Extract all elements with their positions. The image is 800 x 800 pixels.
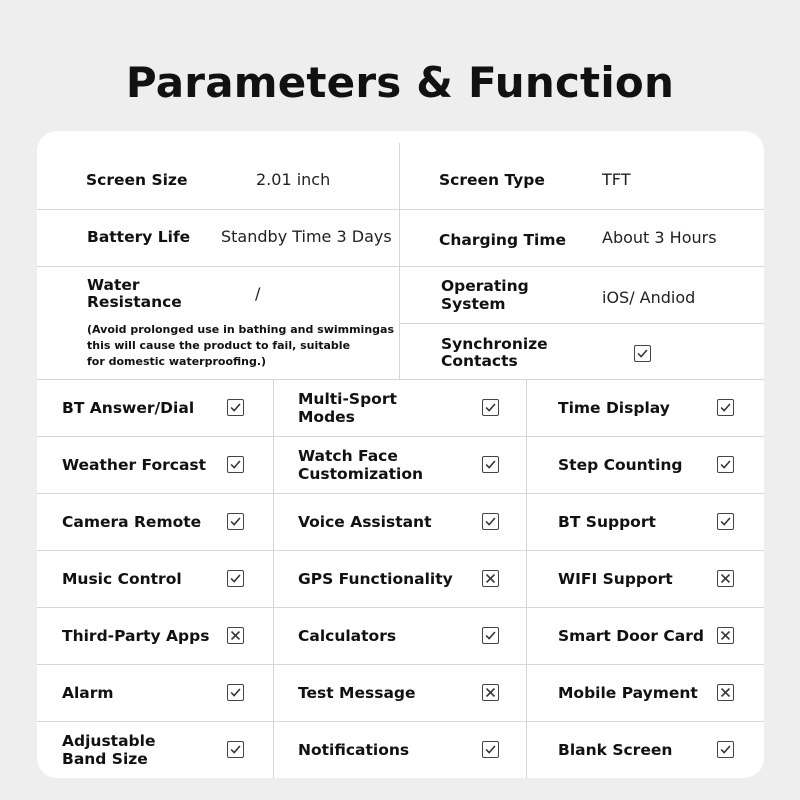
check-icon [482,456,499,473]
feature-label: Third-Party Apps [62,626,210,645]
check-icon [717,741,734,758]
cross-icon [717,627,734,644]
charging-time-value: About 3 Hours [602,228,717,247]
battery-life-value: Standby Time 3 Days [221,227,392,246]
check-icon [227,399,244,416]
page-title: Parameters & Function [125,58,675,107]
feature-label: Customization [298,464,424,483]
feature-label: Mobile Payment [558,683,698,702]
screen-type-value: TFT [602,170,631,189]
divider [526,379,527,778]
feature-label: Test Message [298,683,416,702]
sync-label-line2: Contacts [441,352,518,370]
divider [37,266,764,267]
check-icon [227,570,244,587]
parameters-card [37,131,764,778]
battery-life-label: Battery Life [87,228,191,246]
os-value: iOS/ Andiod [602,288,696,307]
feature-label: Modes [298,407,355,426]
check-icon [482,741,499,758]
check-icon [482,627,499,644]
screen-type-label: Screen Type [439,171,545,189]
feature-label: Camera Remote [62,512,202,531]
feature-label: Music Control [62,569,182,588]
divider [37,209,764,210]
feature-label: Alarm [62,683,114,702]
check-icon [482,399,499,416]
sync-label-line1: Synchronize [441,335,548,353]
divider [37,664,764,665]
feature-label: Blank Screen [558,740,673,759]
divider [37,379,764,380]
feature-label: BT Answer/Dial [62,398,195,417]
feature-label: Watch Face [298,446,398,465]
feature-label: Band Size [62,749,148,768]
check-icon [482,513,499,530]
check-icon [227,741,244,758]
feature-label: Weather Forcast [62,455,207,474]
cross-icon [717,684,734,701]
cross-icon [482,684,499,701]
cross-icon [482,570,499,587]
water-note-line2: this will cause the product to fail, suitable [87,339,351,352]
feature-label: Adjustable [62,731,156,750]
divider [399,143,400,379]
water-value: / [255,284,261,303]
water-note-line1: (Avoid prolonged use in bathing and swimmingas [87,323,395,336]
screen-size-value: 2.01 inch [256,170,331,189]
check-icon [227,456,244,473]
check-icon [717,513,734,530]
divider [37,721,764,722]
feature-label: Notifications [298,740,410,759]
feature-label: BT Support [558,512,656,531]
check-icon [717,456,734,473]
check-icon [227,684,244,701]
divider [37,436,764,437]
feature-label: GPS Functionality [298,569,453,588]
os-label-line1: Operating [441,277,529,295]
feature-label: Multi-Sport [298,389,397,408]
cross-icon [717,570,734,587]
divider [37,550,764,551]
charging-time-label: Charging Time [439,231,566,249]
divider [400,323,764,324]
cross-icon [227,627,244,644]
screen-size-label: Screen Size [86,171,188,189]
feature-label: Voice Assistant [298,512,432,531]
check-icon [717,399,734,416]
water-label-line2: Resistance [87,293,182,311]
feature-label: Time Display [558,398,670,417]
feature-label: WIFI Support [558,569,673,588]
water-note-line3: for domestic waterproofing.) [87,355,267,368]
divider [273,379,274,778]
feature-label: Step Counting [558,455,683,474]
feature-label: Smart Door Card [558,626,705,645]
check-icon [227,513,244,530]
divider [37,607,764,608]
feature-label: Calculators [298,626,397,645]
water-label-line1: Water [87,276,140,294]
os-label-line2: System [441,295,506,313]
divider [37,493,764,494]
check-icon [634,345,651,362]
